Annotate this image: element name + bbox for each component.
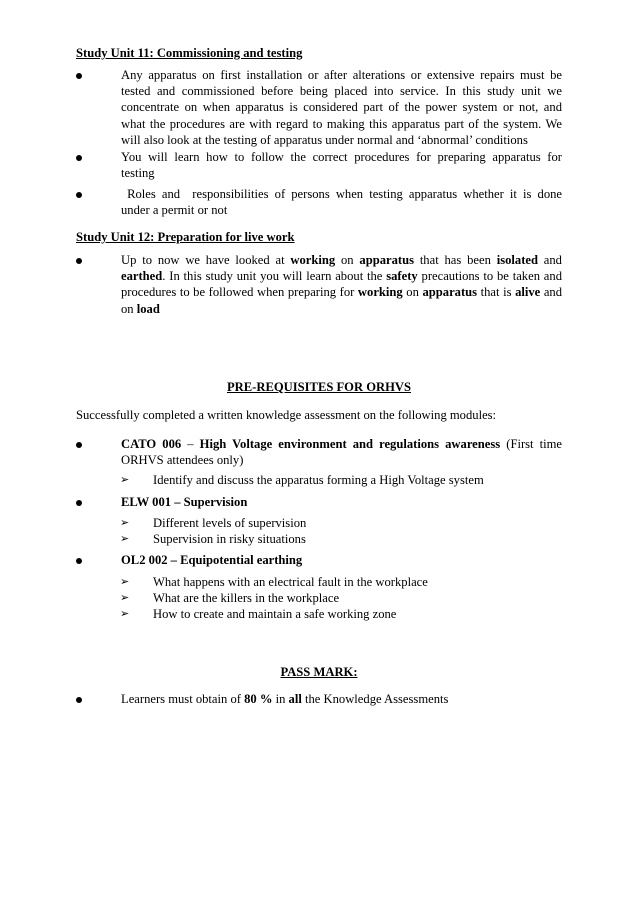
arrow-bullet-icon: ➢ <box>120 607 130 620</box>
bullet-icon <box>76 192 84 200</box>
text-line: will also look at the testing of apparatus under normal and ‘abnormal’ conditions <box>121 132 528 147</box>
bullet-icon <box>76 558 84 566</box>
text-line: ORHVS attendees only) <box>121 453 244 468</box>
text-line: earthed. In this study unit you will learn about the safety precautions to be taken and <box>121 269 562 284</box>
arrow-bullet-icon: ➢ <box>120 473 130 486</box>
unit11-bullet-3 <box>121 186 562 218</box>
unit12-heading: Study Unit 12: Preparation for live work <box>76 230 295 244</box>
text-line: procedures to be followed when preparing for working on apparatus that is alive and <box>121 285 563 300</box>
unit11-heading: Study Unit 11: Commissioning and testing <box>76 46 303 60</box>
text-line: Up to now we have looked at working on apparatus that has been isolated and <box>121 253 562 267</box>
pass-mark-heading: PASS MARK: <box>280 665 358 679</box>
arrow-bullet-icon: ➢ <box>120 516 130 529</box>
text-line: what the procedures are with regard to making this apparatus part of the system. We <box>121 116 562 131</box>
unit11-bullet-1 <box>121 67 562 148</box>
text-line: concentrate on when apparatus is considered part of the power system or not, and <box>121 100 562 115</box>
sub-item: Identify and discuss the apparatus forming a High Voltage system <box>153 473 484 487</box>
bullet-icon <box>76 442 84 450</box>
unit11-bullet-2 <box>121 149 562 181</box>
bullet-icon <box>76 500 84 508</box>
sub-item: How to create and maintain a safe working zone <box>153 607 397 621</box>
module-ol2002: OL2 002 – Equipotential earthing <box>121 553 303 567</box>
bullet-icon <box>76 155 84 163</box>
sub-item: What happens with an electrical fault in the workplace <box>153 575 428 589</box>
arrow-bullet-icon: ➢ <box>120 575 130 588</box>
text-line: CATO 006 – High Voltage environment and regulations awareness (First time <box>121 437 563 451</box>
unit12-bullet <box>121 252 562 317</box>
text-line: Roles and responsibilities of persons when testing apparatus whether it is done <box>121 187 562 201</box>
bullet-icon <box>76 73 84 81</box>
pass-mark-text: Learners must obtain of 80 % in all the Knowledge Assessments <box>121 692 449 706</box>
arrow-bullet-icon: ➢ <box>120 532 130 545</box>
arrow-bullet-icon: ➢ <box>120 591 130 604</box>
text-line: Any apparatus on first installation or after alterations or extensive repairs must be <box>121 68 562 82</box>
text-line: testing <box>121 166 155 181</box>
prereq-heading: PRE-REQUISITES FOR ORHVS <box>226 380 412 394</box>
module-cato006 <box>121 436 562 468</box>
sub-item: What are the killers in the workplace <box>153 591 340 605</box>
bullet-icon <box>76 258 84 266</box>
sub-item: Supervision in risky situations <box>153 532 306 546</box>
text-line: under a permit or not <box>121 203 228 218</box>
text-line: on load <box>121 301 160 316</box>
sub-item: Different levels of supervision <box>153 516 307 530</box>
text-line: tested and commissioned before being placed into service. In this study unit we <box>121 84 562 99</box>
prereq-intro: Successfully completed a written knowledge assessment on the following modules: <box>76 408 497 422</box>
bullet-icon <box>76 697 84 705</box>
text-line: You will learn how to follow the correct procedures for preparing apparatus for <box>121 150 562 164</box>
module-elw001: ELW 001 – Supervision <box>121 495 248 509</box>
